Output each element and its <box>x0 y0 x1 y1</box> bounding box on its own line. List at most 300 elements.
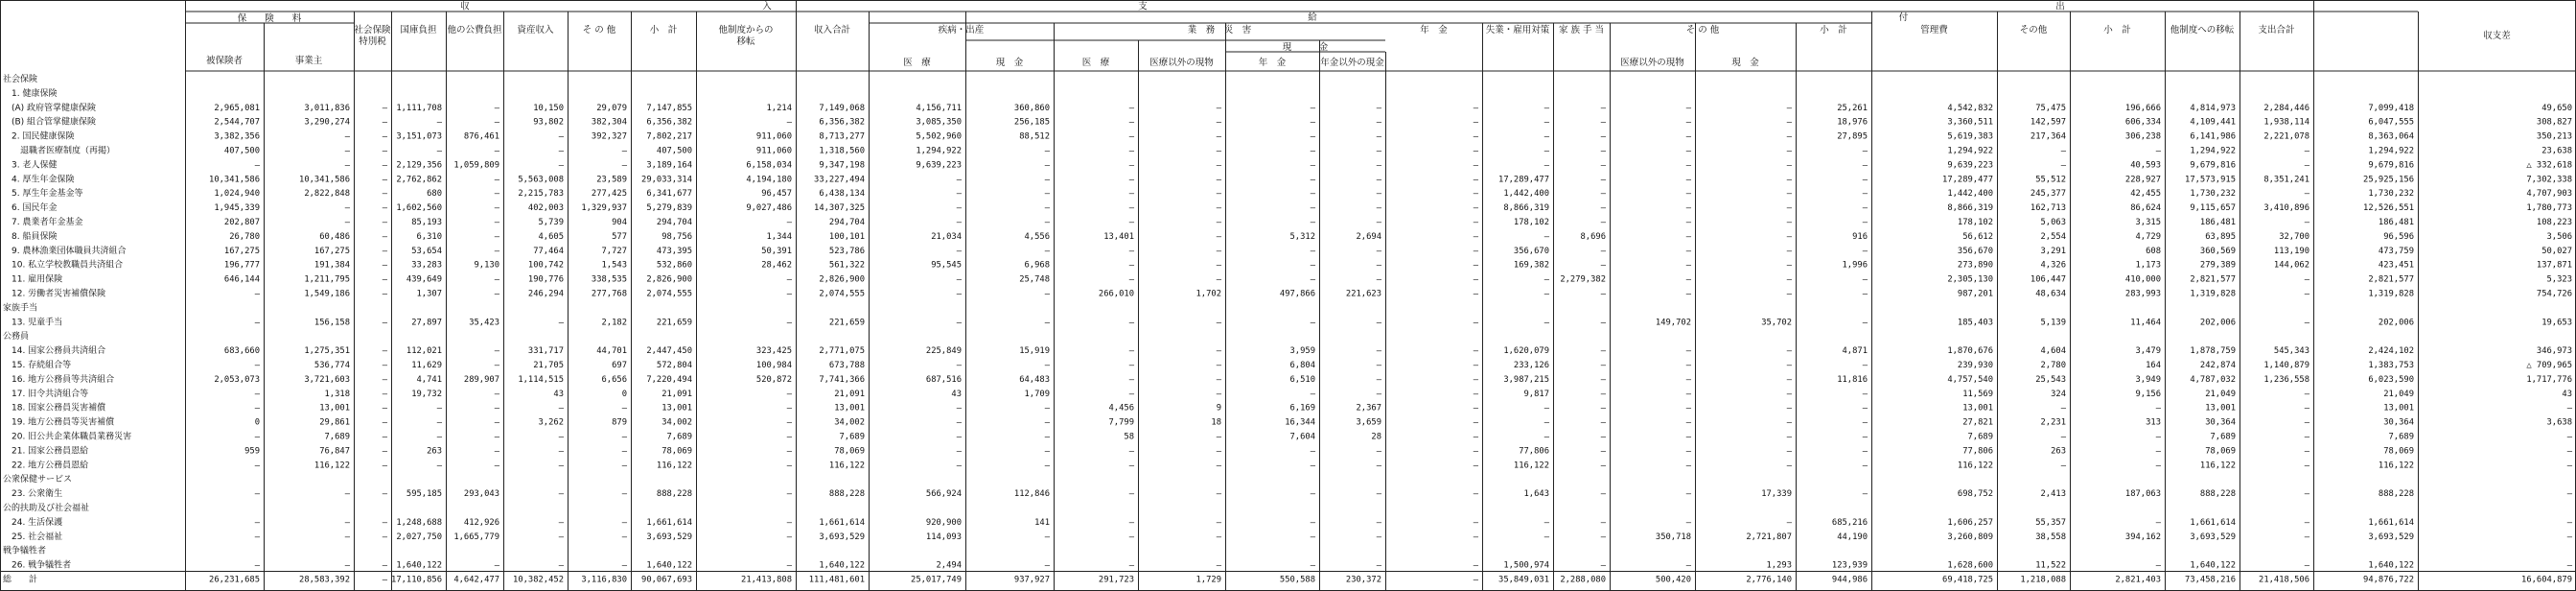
row-label-17: 13. 児童手当 <box>3 318 63 328</box>
cell-r10-c12: — <box>1128 218 1134 227</box>
cell-r14-c13: — <box>1216 274 1221 285</box>
cell-r5-c9: 1,318,560 <box>819 146 865 156</box>
cell-r21-c2: — <box>382 374 387 385</box>
cell-r5-c12: — <box>1128 146 1134 156</box>
cell-r5-c10: 1,294,922 <box>916 146 962 156</box>
cell-r10-c19: — <box>1685 218 1691 227</box>
header-col-label-31: 他制度への移転 <box>2170 25 2235 35</box>
cell-r29-c19: — <box>1685 489 1691 500</box>
cell-r29-c2: — <box>382 489 387 500</box>
cell-r15-c15: 221,623 <box>1345 289 1381 299</box>
row-label-25: 20. 旧公共企業体職員業務災害 <box>3 432 132 442</box>
cell-r15-c25: 1,319,828 <box>2190 289 2236 299</box>
cell-r29-c17: 1,643 <box>1523 489 1549 500</box>
cell-r22-c20: — <box>1786 389 1792 399</box>
cell-r34-c25: 1,640,122 <box>2190 560 2236 571</box>
cell-r8-c23: 245,377 <box>2030 189 2066 200</box>
cell-r7-c4: — <box>494 175 499 185</box>
cell-r15-c9: 2,074,555 <box>819 289 865 299</box>
cell-r21-c15: — <box>1376 374 1381 385</box>
cell-r22-c24: 9,156 <box>2135 389 2161 399</box>
cell-r3-c7: 6,356,382 <box>646 117 692 128</box>
cell-r6-c22: 9,639,223 <box>1947 160 1993 171</box>
cell-r23-c2: — <box>382 403 387 414</box>
cell-r20-c10: — <box>956 361 962 370</box>
cell-r31-c17: — <box>1543 517 1549 528</box>
cell-r11-c2: — <box>382 231 387 242</box>
cell-r7-c22: 17,289,477 <box>1942 175 1993 185</box>
cell-r9-c20: — <box>1786 203 1792 214</box>
cell-r20-c3: 11,629 <box>411 361 442 370</box>
cell-r6-c12: — <box>1128 160 1134 171</box>
cell-r29-c14: — <box>1310 489 1315 500</box>
cell-r34-c20: 1,293 <box>1766 560 1792 571</box>
cell-r11-c7: 98,756 <box>661 231 692 242</box>
cell-r10-c25: 186,481 <box>2199 218 2236 227</box>
header-col-label-10: 移転 <box>736 36 755 47</box>
cell-r17-c13: — <box>1216 318 1221 328</box>
cell-r26-c26: — <box>2304 446 2309 457</box>
header-super-3: 出 <box>2055 1 2065 12</box>
cell-r4-c11: 88,512 <box>1019 131 1050 142</box>
cell-r31-c27: 1,661,614 <box>2368 517 2414 528</box>
cell-r9-c4: — <box>494 203 499 214</box>
cell-r15-c7: 2,074,555 <box>646 289 692 299</box>
header-col-label-8: 小 計 <box>649 25 678 35</box>
cell-r32-c3: 2,027,750 <box>396 532 442 542</box>
cell-r34-c3: 1,640,122 <box>396 560 442 571</box>
cell-r23-c17: — <box>1543 403 1549 414</box>
cell-r35-c13: 1,729 <box>1195 575 1221 585</box>
cell-r7-c19: — <box>1685 175 1691 185</box>
cell-r31-c26: — <box>2304 517 2309 528</box>
cell-r32-c8: — <box>786 532 792 542</box>
section-label-16: 家族手当 <box>3 303 38 314</box>
cell-r32-c12: — <box>1128 532 1134 542</box>
cell-r35-c27: 94,876,722 <box>2363 575 2414 585</box>
cell-r21-c24: 3,949 <box>2135 374 2161 385</box>
cell-r25-c9: 7,689 <box>839 432 865 442</box>
cell-r2-c5: 10,150 <box>533 103 564 113</box>
section-label-0: 社会保険 <box>3 75 38 84</box>
cell-r19-c3: 112,021 <box>406 346 442 357</box>
cell-r8-c8: 96,457 <box>761 189 792 200</box>
cell-r11-c17: — <box>1543 231 1549 242</box>
cell-r17-c16: — <box>1473 318 1478 328</box>
cell-r29-c24: 187,063 <box>2124 489 2161 500</box>
cell-r5-c23: — <box>2060 146 2066 156</box>
header-col-label-5: 他の公費負担 <box>447 25 502 35</box>
cell-r6-c7: 3,189,164 <box>646 160 692 171</box>
cell-r22-c17: 9,817 <box>1523 389 1549 399</box>
cell-r17-c1: 156,158 <box>313 318 350 328</box>
header-col-label-14: 現 金 <box>995 58 1024 68</box>
cell-r14-c14: — <box>1310 274 1315 285</box>
cell-r11-c25: 63,895 <box>2205 231 2236 242</box>
cell-r8-c12: — <box>1128 189 1134 200</box>
cell-r14-c23: 106,447 <box>2030 274 2066 285</box>
cell-r4-c8: 911,060 <box>755 131 792 142</box>
cell-r5-c1: — <box>344 146 350 156</box>
cell-r26-c13: — <box>1216 446 1221 457</box>
cell-r7-c28: 7,302,338 <box>2526 175 2572 185</box>
cell-r9-c23: 162,713 <box>2030 203 2066 214</box>
cell-r6-c4: 1,059,809 <box>453 160 499 171</box>
cell-r3-c14: — <box>1310 117 1315 128</box>
cell-r20-c16: — <box>1473 361 1478 370</box>
cell-r10-c4: — <box>494 218 499 227</box>
cell-r19-c25: 1,878,759 <box>2190 346 2236 357</box>
cell-r10-c23: 5,063 <box>2040 218 2066 227</box>
cell-r3-c21: 18,976 <box>1837 117 1868 128</box>
section-label-18: 公務員 <box>3 332 30 343</box>
cell-r4-c7: 7,802,217 <box>646 131 692 142</box>
cell-r23-c7: 13,001 <box>661 403 692 414</box>
cell-r25-c19: — <box>1685 432 1691 442</box>
cell-r10-c5: 5,739 <box>538 218 564 227</box>
cell-r2-c8: 1,214 <box>766 103 792 113</box>
header-col-label-1: 事業主 <box>294 56 323 66</box>
cell-r31-c5: — <box>558 517 564 528</box>
cell-r13-c0: 196,777 <box>223 260 260 271</box>
cell-r23-c24: — <box>2155 403 2161 414</box>
cell-r24-c8: — <box>786 417 792 428</box>
cell-r24-c28: 3,638 <box>2546 417 2572 428</box>
row-label-32: 25. 社会福祉 <box>3 532 63 542</box>
row-label-4: 2. 国民健康保険 <box>3 131 75 142</box>
cell-r19-c10: 225,849 <box>925 346 962 357</box>
cell-r8-c27: 1,730,232 <box>2368 189 2414 200</box>
cell-r4-c10: 5,502,960 <box>916 131 962 142</box>
cell-r14-c17: — <box>1543 274 1549 285</box>
cell-r21-c7: 7,220,494 <box>646 374 692 385</box>
cell-r4-c19: — <box>1685 131 1691 142</box>
cell-r31-c21: 685,216 <box>1831 517 1868 528</box>
cell-r8-c26: — <box>2304 189 2309 200</box>
cell-r27-c14: — <box>1310 461 1315 471</box>
row-label-22: 17. 旧令共済組合等 <box>3 389 89 399</box>
cell-r26-c8: — <box>786 446 792 457</box>
cell-r34-c23: 11,522 <box>2035 560 2066 571</box>
cell-r27-c17: 116,122 <box>1513 461 1549 471</box>
cell-r7-c24: 228,927 <box>2124 175 2161 185</box>
cell-r13-c26: 144,062 <box>2273 260 2309 271</box>
cell-r7-c25: 17,573,915 <box>2185 175 2236 185</box>
cell-r32-c15: — <box>1376 532 1381 542</box>
header-col-label-20: 年金以外の現金 <box>1320 58 1384 68</box>
cell-r23-c23: — <box>2060 403 2066 414</box>
cell-r23-c3: — <box>436 403 442 414</box>
cell-r24-c23: 2,231 <box>2040 417 2066 428</box>
cell-r20-c13: — <box>1216 361 1221 370</box>
cell-r3-c26: 1,938,114 <box>2263 117 2309 128</box>
cell-r21-c23: 25,543 <box>2035 374 2066 385</box>
cell-r34-c12: — <box>1128 560 1134 571</box>
cell-r29-c23: 2,413 <box>2040 489 2066 500</box>
cell-r14-c1: 1,211,795 <box>304 274 350 285</box>
cell-r31-c1: — <box>344 517 350 528</box>
cell-r11-c26: 32,700 <box>2279 231 2309 242</box>
cell-r14-c6: 338,535 <box>591 274 627 285</box>
cell-r22-c0: — <box>254 389 260 399</box>
cell-r14-c15: — <box>1376 274 1381 285</box>
cell-r7-c14: — <box>1310 175 1315 185</box>
cell-r21-c5: 1,114,515 <box>518 374 564 385</box>
cell-r13-c28: 137,871 <box>2536 260 2572 271</box>
cell-r31-c6: — <box>621 517 627 528</box>
header-col-label-32: 支出合計 <box>2258 25 2295 35</box>
cell-r23-c22: 13,001 <box>1962 403 1993 414</box>
cell-r34-c7: 1,640,122 <box>646 560 692 571</box>
cell-r19-c2: — <box>382 346 387 357</box>
cell-r21-c6: 6,656 <box>601 374 627 385</box>
cell-r20-c18: — <box>1600 361 1606 370</box>
cell-r32-c7: 3,693,529 <box>646 532 692 542</box>
cell-r32-c26: — <box>2304 532 2309 542</box>
cell-r10-c17: 178,102 <box>1513 218 1549 227</box>
cell-r11-c22: 56,612 <box>1962 231 1993 242</box>
cell-r5-c11: — <box>1044 146 1050 156</box>
cell-r10-c8: — <box>786 218 792 227</box>
cell-r17-c27: 202,006 <box>2378 318 2414 328</box>
cell-r21-c4: 289,907 <box>463 374 499 385</box>
cell-r19-c4: — <box>494 346 499 357</box>
cell-r24-c19: — <box>1685 417 1691 428</box>
cell-r11-c10: 21,034 <box>931 231 962 242</box>
cell-r32-c10: 114,093 <box>925 532 962 542</box>
header-col-label-2: 社会保険 <box>354 25 391 35</box>
row-label-26: 21. 国家公務員恩給 <box>3 446 89 457</box>
cell-r15-c14: 497,866 <box>1279 289 1315 299</box>
cell-r4-c14: — <box>1310 131 1315 142</box>
cell-r31-c0: — <box>254 517 260 528</box>
cell-r26-c22: 77,806 <box>1962 446 1993 457</box>
cell-r9-c13: — <box>1216 203 1221 214</box>
cell-r17-c26: — <box>2304 318 2309 328</box>
header-col-label-15: 業 務 災 害 <box>1187 25 1252 35</box>
cell-r3-c8: — <box>786 117 792 128</box>
cell-r11-c6: 577 <box>612 231 627 242</box>
cell-r4-c5: — <box>558 131 564 142</box>
cell-r24-c22: 27,821 <box>1962 417 1993 428</box>
cell-r14-c0: 646,144 <box>223 274 260 285</box>
cell-r15-c26: — <box>2304 289 2309 299</box>
cell-r23-c13: 9 <box>1216 403 1221 414</box>
row-label-13: 10. 私立学校教職員共済組合 <box>3 260 124 271</box>
cell-r14-c2: — <box>382 274 387 285</box>
cell-r15-c12: 266,010 <box>1098 289 1134 299</box>
cell-r9-c28: 1,780,773 <box>2526 203 2572 214</box>
header-fu: 付 <box>1898 12 1909 23</box>
cell-r34-c19: — <box>1685 560 1691 571</box>
cell-r10-c21: — <box>1862 218 1868 227</box>
cell-r11-c11: 4,556 <box>1024 231 1050 242</box>
cell-r22-c28: 43 <box>2562 389 2572 399</box>
cell-r7-c23: 55,512 <box>2035 175 2066 185</box>
header-col-label-23: 家 族 手 当 <box>1558 25 1605 35</box>
cell-r7-c5: 5,563,008 <box>518 175 564 185</box>
cell-r4-c24: 306,238 <box>2124 131 2161 142</box>
cell-r14-c28: 5,323 <box>2546 274 2572 285</box>
header-col-label-0: 被保険者 <box>205 56 244 66</box>
cell-r8-c4: — <box>494 189 499 200</box>
cell-r29-c1: — <box>344 489 350 500</box>
cell-r12-c19: — <box>1685 246 1691 256</box>
cell-r15-c6: 277,768 <box>591 289 627 299</box>
cell-r15-c21: — <box>1862 289 1868 299</box>
cell-r25-c1: 7,689 <box>324 432 350 442</box>
cell-r12-c24: 608 <box>2146 246 2161 256</box>
cell-r2-c10: 4,156,711 <box>916 103 962 113</box>
cell-r26-c3: 263 <box>427 446 442 457</box>
row-label-5: 退職者医療制度（再掲） <box>3 146 116 156</box>
cell-r29-c21: — <box>1862 489 1868 500</box>
cell-r5-c0: 407,500 <box>223 146 260 156</box>
cell-r12-c8: 50,391 <box>761 246 792 256</box>
cell-r15-c4: — <box>494 289 499 299</box>
cell-r4-c20: — <box>1786 131 1792 142</box>
cell-r29-c20: 17,339 <box>1761 489 1792 500</box>
cell-r13-c13: — <box>1216 260 1221 271</box>
cell-r12-c20: — <box>1786 246 1792 256</box>
cell-r4-c25: 6,141,986 <box>2190 131 2236 142</box>
cell-r4-c16: — <box>1473 131 1478 142</box>
cell-r25-c16: — <box>1473 432 1478 442</box>
cell-r35-c11: 937,927 <box>1013 575 1050 585</box>
cell-r31-c28: — <box>2566 517 2572 528</box>
cell-r29-c18: — <box>1600 489 1606 500</box>
cell-r5-c15: — <box>1376 146 1381 156</box>
cell-r21-c16: — <box>1473 374 1478 385</box>
cell-r26-c14: — <box>1310 446 1315 457</box>
cell-r22-c7: 21,091 <box>661 389 692 399</box>
cell-r7-c21: — <box>1862 175 1868 185</box>
cell-r11-c0: 26,780 <box>229 231 260 242</box>
cell-r22-c14: — <box>1310 389 1315 399</box>
cell-r5-c5: — <box>558 146 564 156</box>
cell-r17-c28: 19,653 <box>2541 318 2572 328</box>
cell-r5-c22: 1,294,922 <box>1947 146 1993 156</box>
cell-r7-c27: 25,925,156 <box>2363 175 2414 185</box>
header-col-label-7: そ の 他 <box>582 25 616 35</box>
cell-r32-c24: 394,162 <box>2124 532 2161 542</box>
cell-r23-c27: 13,001 <box>2383 403 2414 414</box>
cell-r24-c2: — <box>382 417 387 428</box>
cell-r13-c7: 532,860 <box>656 260 692 271</box>
cell-r25-c15: 28 <box>1371 432 1381 442</box>
cell-r3-c17: — <box>1543 117 1549 128</box>
cell-r12-c4: — <box>494 246 499 256</box>
cell-r14-c5: 190,776 <box>527 274 564 285</box>
cell-r27-c23: — <box>2060 461 2066 471</box>
cell-r32-c21: 44,190 <box>1837 532 1868 542</box>
cell-r23-c8: — <box>786 403 792 414</box>
cell-r2-c2: — <box>382 103 387 113</box>
cell-r9-c7: 5,279,839 <box>646 203 692 214</box>
cell-r3-c13: — <box>1216 117 1221 128</box>
cell-r14-c26: — <box>2304 274 2309 285</box>
cell-r19-c26: 545,343 <box>2273 346 2309 357</box>
cell-r11-c1: 60,486 <box>319 231 350 242</box>
cell-r19-c8: 323,425 <box>755 346 792 357</box>
cell-r23-c1: 13,001 <box>319 403 350 414</box>
header-col-label-21: 年 金 <box>1420 25 1448 35</box>
cell-r8-c7: 6,341,677 <box>646 189 692 200</box>
row-label-3: (B) 組合管掌健康保険 <box>3 117 97 128</box>
cell-r8-c16: — <box>1473 189 1478 200</box>
cell-r23-c14: 6,169 <box>1289 403 1315 414</box>
cell-r2-c11: 360,860 <box>1013 103 1050 113</box>
cell-r23-c16: — <box>1473 403 1478 414</box>
cell-r19-c12: — <box>1128 346 1134 357</box>
cell-r2-c1: 3,011,836 <box>304 103 350 113</box>
cell-r19-c18: — <box>1600 346 1606 357</box>
cell-r27-c27: 116,122 <box>2378 461 2414 471</box>
cell-r25-c27: 7,689 <box>2388 432 2414 442</box>
cell-r9-c18: — <box>1600 203 1606 214</box>
cell-r8-c21: — <box>1862 189 1868 200</box>
cell-r3-c18: — <box>1600 117 1606 128</box>
cell-r23-c28: — <box>2566 403 2572 414</box>
cell-r8-c19: — <box>1685 189 1691 200</box>
cell-r25-c4: — <box>494 432 499 442</box>
cell-r10-c0: 202,807 <box>223 218 260 227</box>
cell-r5-c26: — <box>2304 146 2309 156</box>
cell-r26-c17: 77,806 <box>1519 446 1549 457</box>
cell-r13-c23: 4,326 <box>2040 260 2066 271</box>
cell-r15-c17: — <box>1543 289 1549 299</box>
cell-r14-c16: — <box>1473 274 1478 285</box>
cell-r22-c8: — <box>786 389 792 399</box>
cell-r34-c22: 1,628,600 <box>1947 560 1993 571</box>
cell-r13-c3: 33,283 <box>411 260 442 271</box>
cell-r2-c19: — <box>1685 103 1691 113</box>
cell-r24-c10: — <box>956 417 962 428</box>
cell-r22-c3: 19,732 <box>411 389 442 399</box>
header-col-label-16: 医 療 <box>1081 58 1110 68</box>
cell-r22-c25: 21,049 <box>2205 389 2236 399</box>
cell-r27-c1: 116,122 <box>313 461 350 471</box>
row-label-8: 5. 厚生年金基金等 <box>3 189 83 200</box>
header-col-label-24: そ の 他 <box>1685 25 1720 35</box>
cell-r27-c13: — <box>1216 461 1221 471</box>
cell-r24-c11: — <box>1044 417 1050 428</box>
cell-r3-c27: 6,047,555 <box>2368 117 2414 128</box>
row-label-11: 8. 船員保険 <box>3 231 58 242</box>
cell-r23-c12: 4,456 <box>1108 403 1134 414</box>
cell-r12-c11: — <box>1044 246 1050 256</box>
section-label-28: 公衆保健サービス <box>3 475 73 485</box>
cell-r6-c0: — <box>254 160 260 171</box>
cell-r21-c1: 3,721,603 <box>304 374 350 385</box>
cell-r21-c10: 687,516 <box>925 374 962 385</box>
cell-r15-c27: 1,319,828 <box>2368 289 2414 299</box>
cell-r23-c18: — <box>1600 403 1606 414</box>
cell-r11-c4: — <box>494 231 499 242</box>
cell-r27-c16: — <box>1473 461 1478 471</box>
cell-r17-c10: — <box>956 318 962 328</box>
cell-r26-c28: — <box>2566 446 2572 457</box>
row-label-23: 18. 国家公務員災害補償 <box>3 403 106 414</box>
cell-r20-c26: 1,140,879 <box>2263 361 2309 370</box>
cell-r12-c14: — <box>1310 246 1315 256</box>
cell-r5-c28: 23,638 <box>2541 146 2572 156</box>
cell-r11-c27: 96,596 <box>2383 231 2414 242</box>
cell-r19-c28: 346,973 <box>2536 346 2572 357</box>
cell-r12-c27: 473,759 <box>2378 246 2414 256</box>
cell-r5-c18: — <box>1600 146 1606 156</box>
cell-r12-c10: — <box>956 246 962 256</box>
